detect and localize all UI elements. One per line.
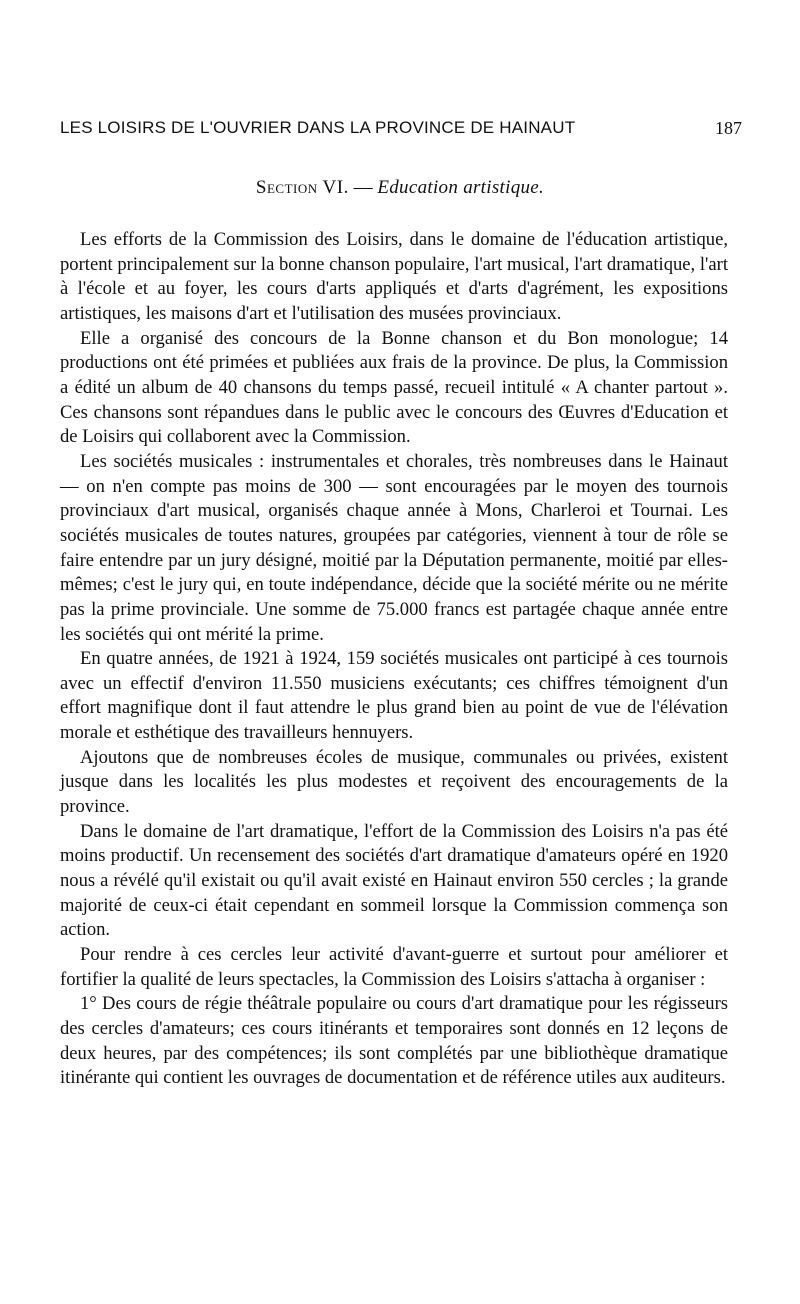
- paragraph: Les efforts de la Commission des Loisirs, dans le domaine de l'éducation artistique, portent principalement sur la bonne chanson populaire, l'art musical, l'art dramatique, l'art à l'école et au foyer, les cours d'arts appliqués et d'arts d'agrément, les expositions artistiques, les maisons d'art et l'utilisation des musées provinciaux.: [60, 229, 728, 324]
- paragraph: 1° Des cours de régie théâtrale populaire ou cours d'art dramatique pour les régisseurs des cercles d'amateurs; ces cours itinérants et temporaires sont donnés en 12 leçons de deux heures, par des compétences; ils sont complétés par une bibliothèque dramatique itinérante qui contient les ouvrages de documentation et de référence utiles aux auditeurs.: [60, 993, 728, 1089]
- section-heading: [0, 177, 800, 199]
- paragraph: En quatre années, de 1921 à 1924, 159 sociétés musicales ont participé à ces tournois avec un effectif d'environ 11.550 musiciens exécutants; ces chiffres témoignent d'un effort magnifique dont il faut attendre le plus grand bien au point de vue de l'élévation morale et esthétique des travailleurs hennuyers.: [60, 648, 728, 744]
- body-text: [60, 228, 728, 1091]
- running-title: LES LOISIRS DE L'OUVRIER DANS LA PROVINCE DE HAINAUT: [60, 118, 576, 137]
- section-label: Section VI.: [255, 177, 349, 198]
- paragraph: Pour rendre à ces cercles leur activité d'avant-guerre et surtout pour améliorer et fortifier la qualité de leurs spectacles, la Commission des Loisirs s'attacha à organiser :: [60, 944, 728, 990]
- section-dash: —: [353, 177, 373, 198]
- running-header: [60, 118, 742, 144]
- paragraph: Ajoutons que de nombreuses écoles de musique, communales ou privées, existent jusque dans les localités les plus modestes et reçoivent des encouragements de la province.: [60, 746, 728, 818]
- paragraph: Elle a organisé des concours de la Bonne chanson et du Bon monologue; 14 productions ont été primées et publiées aux frais de la province. De plus, la Commission a édité un album de 40 chansons du temps passé, recueil intitulé « A chanter partout ». Ces chansons sont répandues dans le public avec le concours des Œuvres d'Education et de Loisirs qui collaborent avec la Commission.: [60, 327, 728, 448]
- paragraph: Dans le domaine de l'art dramatique, l'effort de la Commission des Loisirs n'a pas été moins productif. Un recensement des sociétés d'art dramatique d'amateurs opéré en 1920 nous a révélé qu'il existait ou qu'il avait existé en Hainaut environ 550 cercles ; la grande majorité de ceux-ci était cependant en sommeil lorsque la Commission commença son action.: [60, 820, 728, 941]
- paragraph: Les sociétés musicales : instrumentales et chorales, très nombreuses dans le Hainaut — on n'en compte pas moins de 300 — sont encouragées par le moyen des tournois provinciaux d'art musical, organisés chaque année à Mons, Charleroi et Tournai. Les sociétés musicales de toutes natures, groupées par catégories, viennent à tour de rôle se faire entendre par un jury désigné, moitié par la Députation permanente, moitié par elles-mêmes; c'est le jury qui, en toute indépendance, décide que la société mérite ou ne mérite pas la prime provinciale. Une somme de 75.000 francs est partagée chaque année entre les sociétés qui ont mérité la prime.: [60, 450, 728, 645]
- page-number: 187: [715, 118, 742, 138]
- section-title: Education artistique.: [377, 177, 545, 198]
